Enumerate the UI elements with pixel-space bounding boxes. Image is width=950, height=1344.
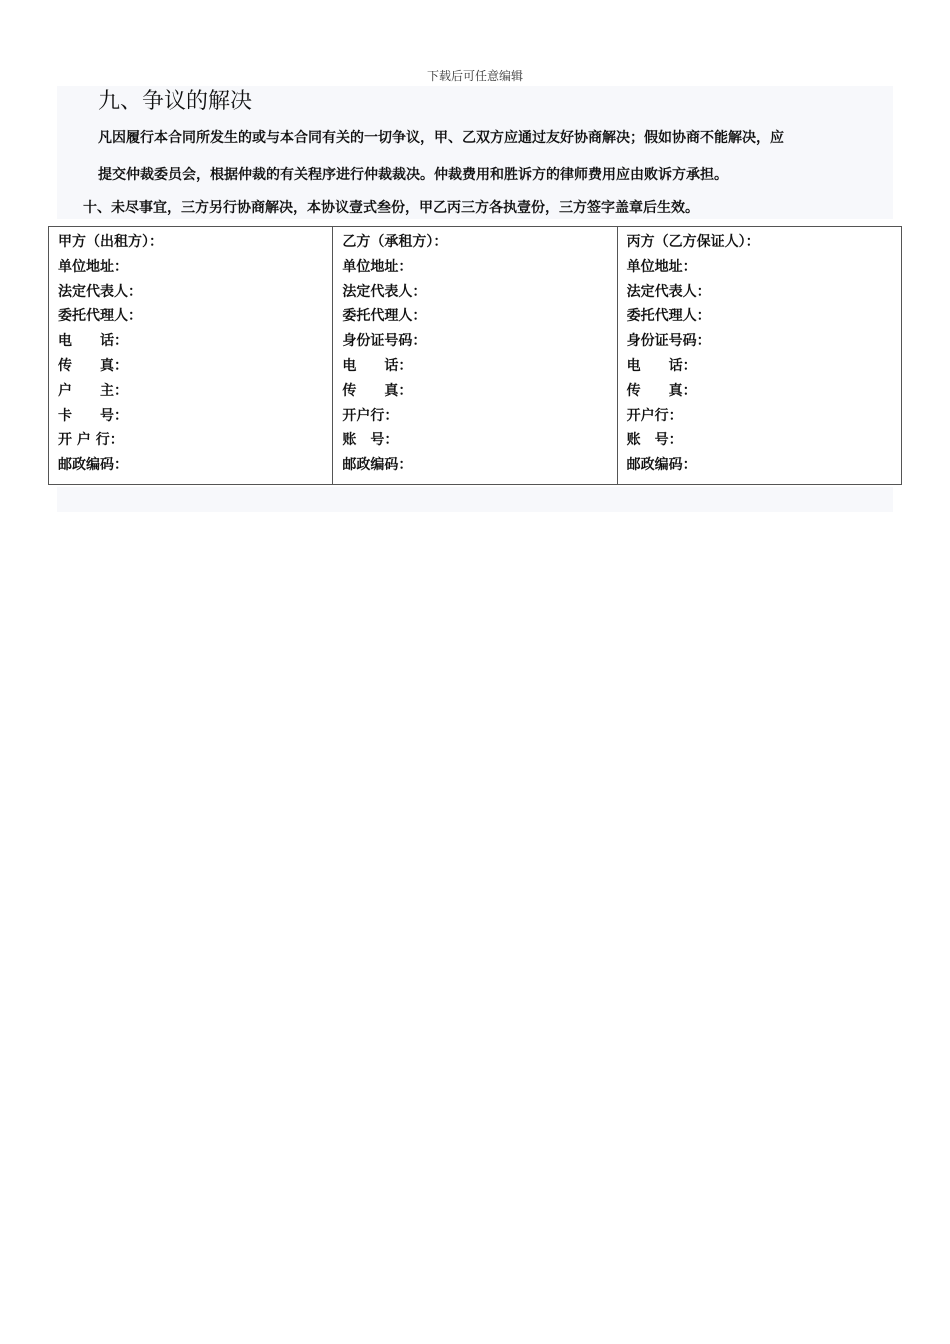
- party-c-legal-rep: 法定代表人：: [626, 283, 711, 300]
- party-b-bank: 开户行：: [342, 407, 399, 424]
- party-a-legal-rep: 法定代表人：: [58, 283, 142, 300]
- party-b-postcode: 邮政编码：: [342, 457, 413, 474]
- party-c-id-number: 身份证号码：: [626, 333, 711, 350]
- party-b-account: 账 号：: [342, 432, 399, 449]
- party-c-title: 丙方（乙方保证人）：: [626, 234, 760, 250]
- parties-row: [49, 227, 902, 485]
- party-b-title: 乙方（承租方）：: [342, 234, 448, 250]
- party-b-cell: [333, 227, 617, 485]
- party-c-account: 账 号：: [626, 432, 683, 449]
- party-b-fax: 传 真：: [342, 382, 413, 399]
- party-b-legal-rep: 法定代表人：: [342, 283, 427, 300]
- background-band-bottom: [57, 487, 893, 512]
- parties-table: [48, 226, 902, 485]
- party-a-cell: [49, 227, 333, 485]
- party-c-fax: 传 真：: [626, 382, 697, 399]
- party-a-card-number: 卡 号：: [58, 407, 128, 424]
- party-a-fax: 传 真：: [58, 357, 128, 374]
- party-a-phone: 电 话：: [58, 333, 128, 350]
- party-c-agent: 委托代理人：: [626, 308, 711, 325]
- party-c-address: 单位地址：: [626, 258, 697, 275]
- party-a-postcode: 邮政编码：: [58, 457, 128, 474]
- party-b-agent: 委托代理人：: [342, 308, 427, 325]
- header-note: 下载后可任意编辑: [426, 69, 523, 83]
- party-b-address: 单位地址：: [342, 258, 413, 275]
- section-title: 九、争议的解决: [98, 89, 253, 114]
- party-a-title: 甲方（出租方）：: [58, 234, 163, 250]
- party-c-bank: 开户行：: [626, 407, 683, 424]
- party-b-phone: 电 话：: [342, 357, 413, 374]
- party-a-address: 单位地址：: [58, 258, 128, 275]
- party-c-cell: [617, 227, 901, 485]
- paragraph-line-2: 提交仲裁委员会，根据仲裁的有关程序进行仲裁裁决。仲裁费用和胜诉方的律师费用应由败诉方承担。: [98, 167, 728, 183]
- party-a-account-holder: 户 主：: [58, 382, 128, 399]
- party-c-postcode: 邮政编码：: [626, 457, 697, 474]
- party-a-bank: 开 户 行：: [58, 432, 124, 449]
- party-a-agent: 委托代理人：: [58, 308, 142, 325]
- clause-ten: 十、未尽事宜，三方另行协商解决，本协议壹式叁份，甲乙丙三方各执壹份，三方签字盖章后生效。: [83, 200, 699, 216]
- paragraph-line-1: 凡因履行本合同所发生的或与本合同有关的一切争议，甲、乙双方应通过友好协商解决；假如协商不能解决，应: [98, 130, 784, 146]
- party-c-phone: 电 话：: [626, 357, 697, 374]
- party-b-id-number: 身份证号码：: [342, 333, 427, 350]
